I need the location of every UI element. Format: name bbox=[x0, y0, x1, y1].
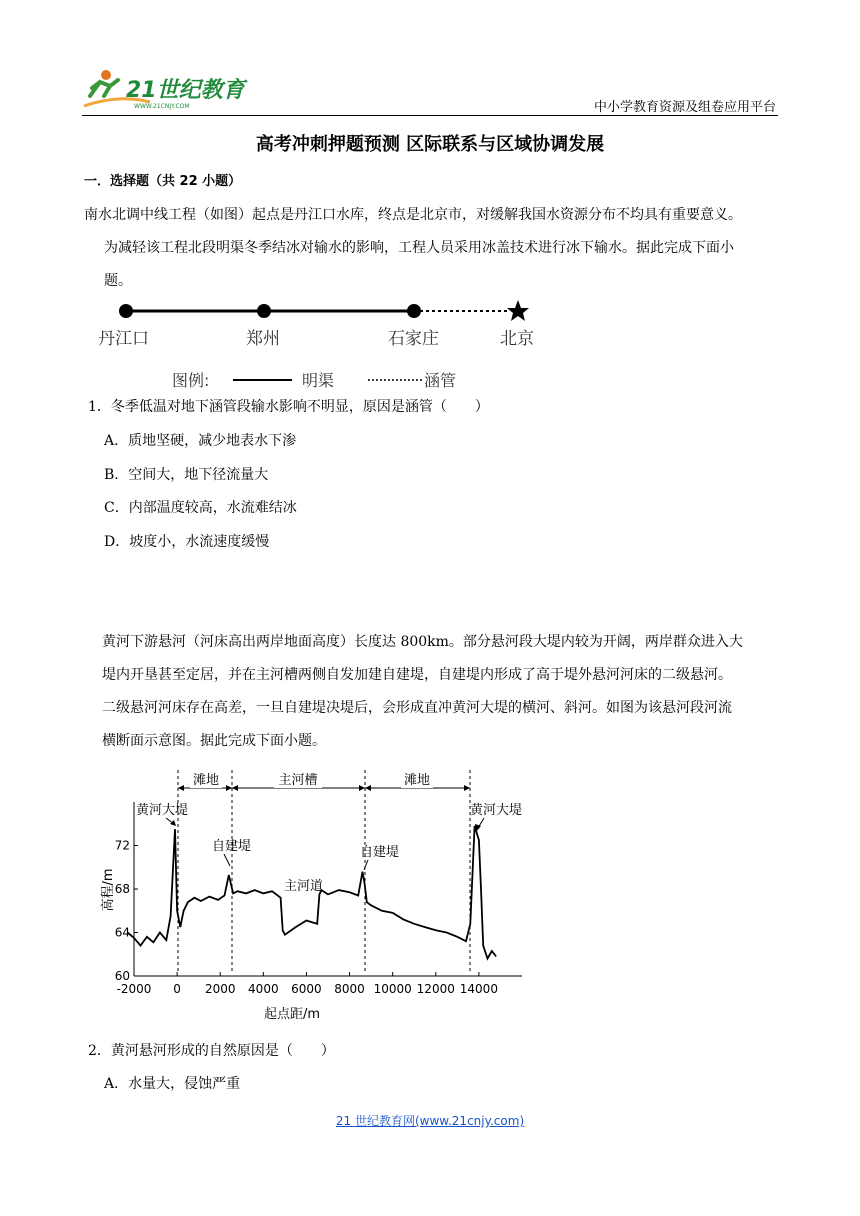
x-tick-label: 14000 bbox=[459, 982, 498, 996]
x-tick-label: 12000 bbox=[416, 982, 455, 996]
passage-2 bbox=[84, 626, 784, 758]
annotation-label: 自建堤 bbox=[212, 839, 252, 854]
passage-1 bbox=[84, 199, 784, 298]
logo-runner-icon bbox=[80, 66, 250, 110]
footer-link[interactable]: 21 世纪教育网(www.21cnjy.com) bbox=[335, 1114, 525, 1128]
annotation-label: 自建堤 bbox=[360, 845, 400, 860]
question-1-option-d[interactable]: D．坡度小，水流速度缓慢 bbox=[104, 534, 270, 550]
legend-open-label: 明渠 bbox=[302, 371, 335, 390]
x-tick-label: 10000 bbox=[373, 982, 412, 996]
passage-1-line-3: 题。 bbox=[104, 273, 132, 289]
header-divider bbox=[82, 115, 778, 116]
x-tick-label: 2000 bbox=[204, 982, 236, 996]
x-tick-label: 0 bbox=[173, 982, 181, 996]
question-2-stem: 2．黄河悬河形成的自然原因是（ ） bbox=[88, 1043, 335, 1059]
section-heading: 一．选择题（共 22 小题） bbox=[84, 174, 242, 189]
x-tick-label: 8000 bbox=[334, 982, 365, 996]
zone-label: 滩地 bbox=[192, 773, 220, 788]
legend-label: 图例: bbox=[172, 371, 210, 390]
passage-1-line-1: 南水北调中线工程（如图）起点是丹江口水库，终点是北京市，对缓解我国水资源分布不均具有重要意义。 bbox=[84, 207, 742, 223]
station-dot bbox=[407, 304, 421, 318]
question-1-stem: 1．冬季低温对地下涵管段输水影响不明显，原因是涵管（ ） bbox=[88, 399, 489, 415]
y-tick-label: 60 bbox=[114, 969, 130, 983]
x-tick-label: 4000 bbox=[248, 982, 279, 996]
station-dot bbox=[257, 304, 271, 318]
y-tick-label: 64 bbox=[114, 925, 130, 940]
annotation-label: 黄河大堤 bbox=[470, 803, 523, 818]
passage-2-line-2: 堤内开垦甚至定居，并在主河槽两侧自发加建自建堤，自建堤内形成了高于堤外悬河河床的二级悬河。 bbox=[102, 667, 732, 683]
question-1-option-c[interactable]: C．内部温度较高，水流难结冰 bbox=[104, 500, 297, 516]
passage-2-line-1: 黄河下游悬河（河床高出两岸地面高度）长度达 800km。部分悬河段大堤内较为开阔，两岸群众进入大 bbox=[102, 634, 743, 650]
legend-pipe-label: 涵管 bbox=[424, 371, 457, 390]
y-axis-label: 高程/m bbox=[101, 868, 116, 912]
river-cross-section-chart bbox=[94, 762, 544, 1027]
site-logo bbox=[80, 66, 250, 114]
station-label: 北京 bbox=[500, 329, 534, 349]
station-dot bbox=[119, 304, 133, 318]
annotation-label: 主河道 bbox=[284, 879, 324, 894]
question-1-option-a[interactable]: A．质地坚硬，减少地表水下渗 bbox=[104, 433, 297, 449]
question-1-option-b[interactable]: B．空间大，地下径流量大 bbox=[104, 467, 269, 483]
page-title: 高考冲刺押题预测 区际联系与区域协调发展 bbox=[255, 134, 605, 155]
passage-2-line-3: 二级悬河河床存在高差，一旦自建堤决堤后，会形成直冲黄河大堤的横河、斜河。如图为该悬河段河流 bbox=[102, 700, 732, 716]
zone-label: 主河槽 bbox=[278, 773, 318, 788]
route-map bbox=[96, 294, 556, 394]
zone-brackets bbox=[178, 770, 470, 972]
station-label: 郑州 bbox=[246, 329, 280, 349]
platform-name: 中小学教育资源及组卷应用平台 bbox=[593, 100, 776, 115]
y-tick-label: 68 bbox=[114, 882, 130, 896]
passage-1-line-2: 为减轻该工程北段明渠冬季结冰对输水的影响，工程人员采用冰盖技术进行冰下输水。据此完成下面小 bbox=[104, 240, 734, 256]
annotation-label: 黄河大堤 bbox=[136, 803, 189, 818]
y-tick-label: 72 bbox=[114, 838, 130, 853]
zone-label: 滩地 bbox=[403, 773, 431, 788]
passage-2-line-4: 横断面示意图。据此完成下面小题。 bbox=[102, 733, 326, 749]
x-tick-label: 6000 bbox=[291, 982, 322, 996]
x-axis-label: 起点距/m bbox=[263, 1007, 321, 1022]
logo-sub: WWW.21CNJY.COM bbox=[134, 103, 190, 110]
station-label: 石家庄 bbox=[388, 329, 439, 349]
question-2-option-a[interactable]: A．水量大，侵蚀严重 bbox=[104, 1076, 241, 1092]
x-tick-label: -2000 bbox=[116, 982, 152, 996]
logo-text: 21世纪教育 bbox=[126, 78, 245, 103]
star-icon bbox=[507, 300, 529, 321]
station-label: 丹江口 bbox=[98, 329, 149, 349]
annotation-arrow bbox=[224, 854, 230, 866]
